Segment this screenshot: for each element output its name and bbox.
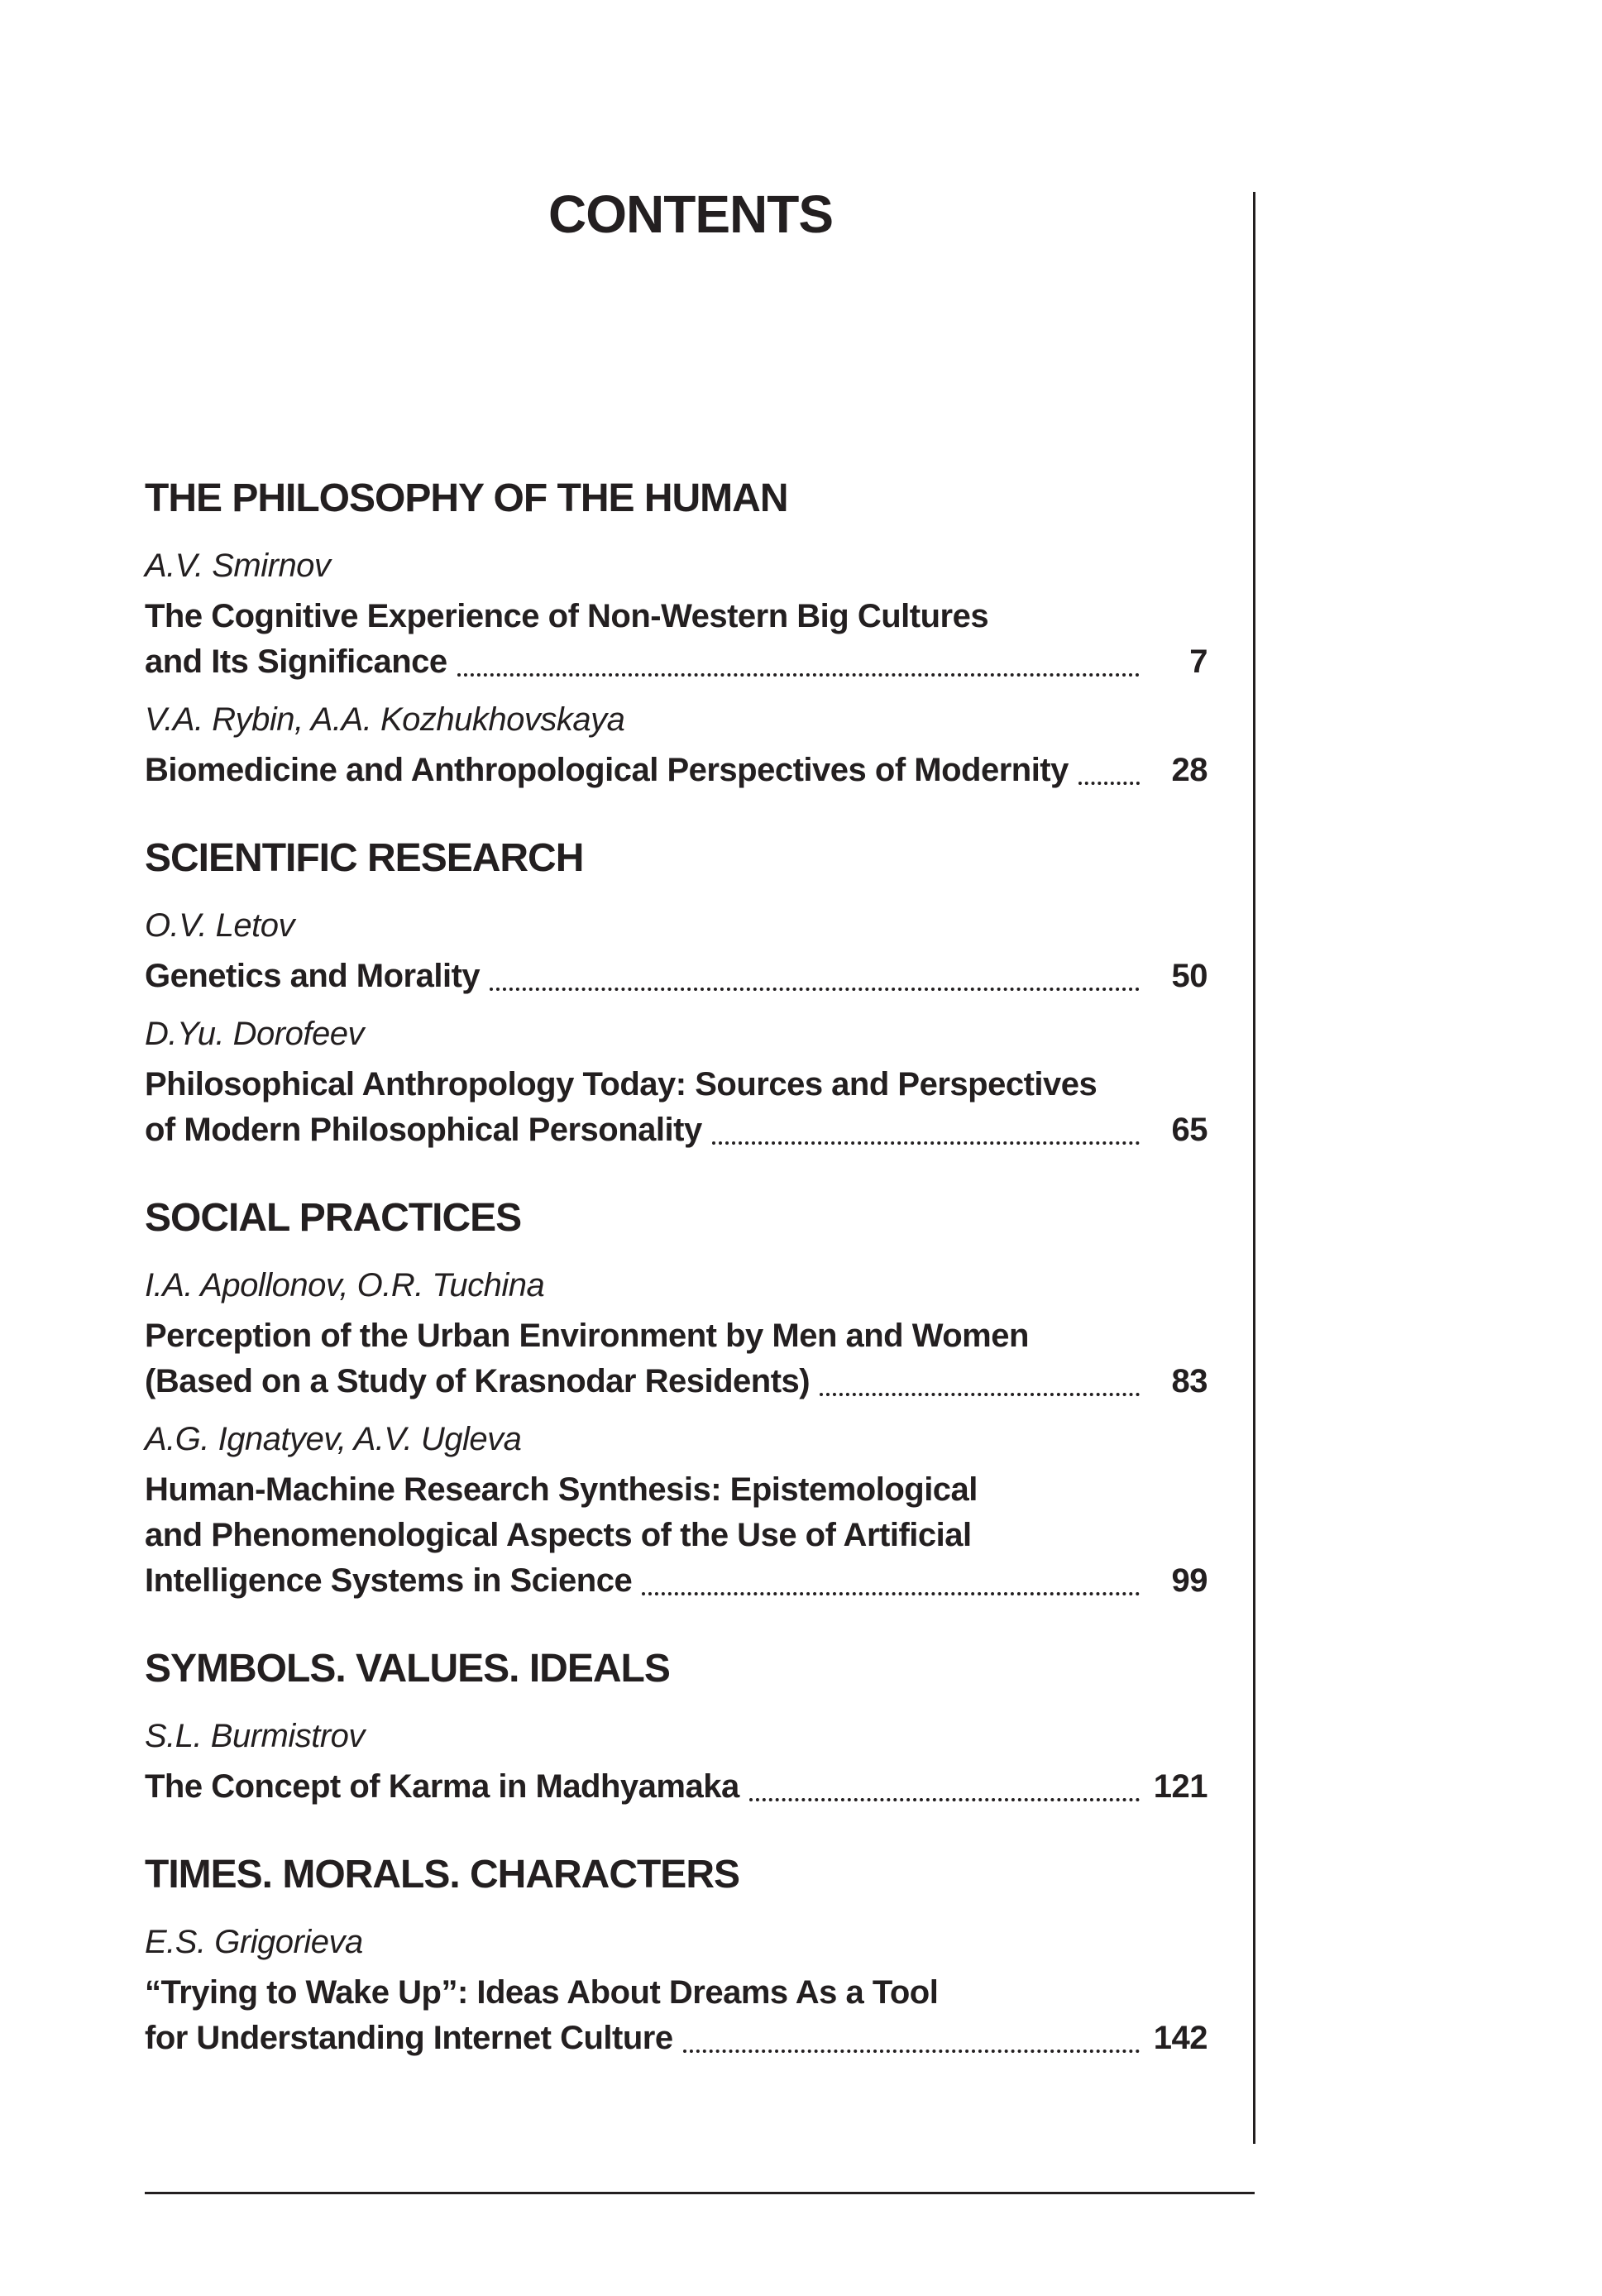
entry-title-line: Philosophical Anthropology Today: Sources and Perspectives — [145, 1066, 1097, 1103]
entry-title-text: (Based on a Study of Krasnodar Residents) — [145, 1363, 811, 1399]
section-heading: SYMBOLS. VALUES. IDEALS — [145, 1647, 670, 1691]
entry-title-last-line — [145, 1764, 1207, 1810]
entry-title-last-line — [145, 1107, 1207, 1153]
toc-section — [145, 473, 1207, 793]
section-heading: THE PHILOSOPHY OF THE HUMAN — [145, 476, 788, 520]
page-number: 83 — [1171, 1363, 1207, 1399]
entry-title-line: and Phenomenological Aspects of the Use of Artificial — [145, 1517, 972, 1553]
entry-title-last-line — [145, 954, 1207, 999]
section-heading: SOCIAL PRACTICES — [145, 1196, 522, 1240]
page-number: 50 — [1171, 958, 1207, 994]
entry-authors: A.V. Smirnov — [145, 548, 331, 584]
entry-authors: O.V. Letov — [145, 907, 295, 944]
entry-title — [145, 1313, 1207, 1404]
entry-title — [145, 1764, 1207, 1810]
page-number: 65 — [1171, 1112, 1207, 1148]
toc-entry[interactable] — [145, 1919, 1207, 2061]
page-number: 7 — [1189, 643, 1207, 680]
page-margin-vertical-rule — [1253, 192, 1255, 2144]
entry-title-text: Genetics and Morality — [145, 958, 481, 994]
entry-title-line: Human-Machine Research Synthesis: Epistemological — [145, 1471, 978, 1508]
toc-section — [145, 833, 1207, 1153]
toc-section — [145, 1643, 1207, 1810]
page-title: CONTENTS — [548, 184, 833, 244]
page-number: 121 — [1153, 1768, 1207, 1805]
toc-entry[interactable] — [145, 1262, 1207, 1404]
entry-title — [145, 748, 1207, 793]
entry-title — [145, 1970, 1207, 2061]
entry-title-last-line — [145, 748, 1207, 793]
entry-title-line: Perception of the Urban Environment by Men and Women — [145, 1318, 1029, 1354]
toc-entry[interactable] — [145, 1416, 1207, 1604]
section-heading: SCIENTIFIC RESEARCH — [145, 836, 584, 880]
toc-entry[interactable] — [145, 543, 1207, 685]
entry-authors: I.A. Apollonov, O.R. Tuchina — [145, 1267, 545, 1303]
toc-entry[interactable] — [145, 696, 1207, 793]
entry-title-text: Intelligence Systems in Science — [145, 1562, 633, 1599]
entry-title — [145, 594, 1207, 685]
dot-leader — [642, 1592, 1140, 1595]
entry-title-text: and Its Significance — [145, 643, 447, 680]
entry-title — [145, 1467, 1207, 1604]
toc-section — [145, 1849, 1207, 2061]
page-number: 142 — [1153, 2020, 1207, 2056]
entry-authors: V.A. Rybin, A.A. Kozhukhovskaya — [145, 701, 625, 738]
entry-authors: S.L. Burmistrov — [145, 1718, 365, 1754]
entry-title-last-line — [145, 2016, 1207, 2061]
table-of-contents — [145, 473, 1207, 2073]
toc-entry[interactable] — [145, 1713, 1207, 1810]
entry-title-text: The Concept of Karma in Madhyamaka — [145, 1768, 739, 1805]
entry-authors: A.G. Ignatyev, A.V. Ugleva — [145, 1421, 522, 1457]
page-number: 28 — [1171, 752, 1207, 788]
entry-authors: D.Yu. Dorofeev — [145, 1016, 364, 1052]
page-bottom-rule — [145, 2192, 1255, 2194]
toc-section — [145, 1193, 1207, 1604]
entry-title-last-line — [145, 639, 1207, 685]
dot-leader — [457, 673, 1140, 677]
entry-title — [145, 1062, 1207, 1153]
entry-title-text: Biomedicine and Anthropological Perspectives of Modernity — [145, 752, 1069, 788]
entry-title — [145, 954, 1207, 999]
entry-title-last-line — [145, 1359, 1207, 1404]
dot-leader — [749, 1798, 1140, 1801]
dot-leader — [712, 1141, 1140, 1145]
dot-leader — [820, 1393, 1140, 1396]
dot-leader — [683, 2050, 1140, 2053]
entry-title-last-line — [145, 1558, 1207, 1604]
entry-title-text: of Modern Philosophical Personality — [145, 1112, 702, 1148]
toc-entry[interactable] — [145, 902, 1207, 999]
dot-leader — [490, 988, 1140, 991]
section-heading: TIMES. MORALS. CHARACTERS — [145, 1853, 739, 1897]
entry-title-line: The Cognitive Experience of Non-Western Big Cultures — [145, 598, 989, 634]
entry-authors: E.S. Grigorieva — [145, 1924, 363, 1960]
toc-entry[interactable] — [145, 1011, 1207, 1153]
page-number: 99 — [1171, 1562, 1207, 1599]
dot-leader — [1078, 782, 1140, 785]
entry-title-line: “Trying to Wake Up”: Ideas About Dreams As a Tool — [145, 1974, 939, 2011]
entry-title-text: for Understanding Internet Culture — [145, 2020, 673, 2056]
